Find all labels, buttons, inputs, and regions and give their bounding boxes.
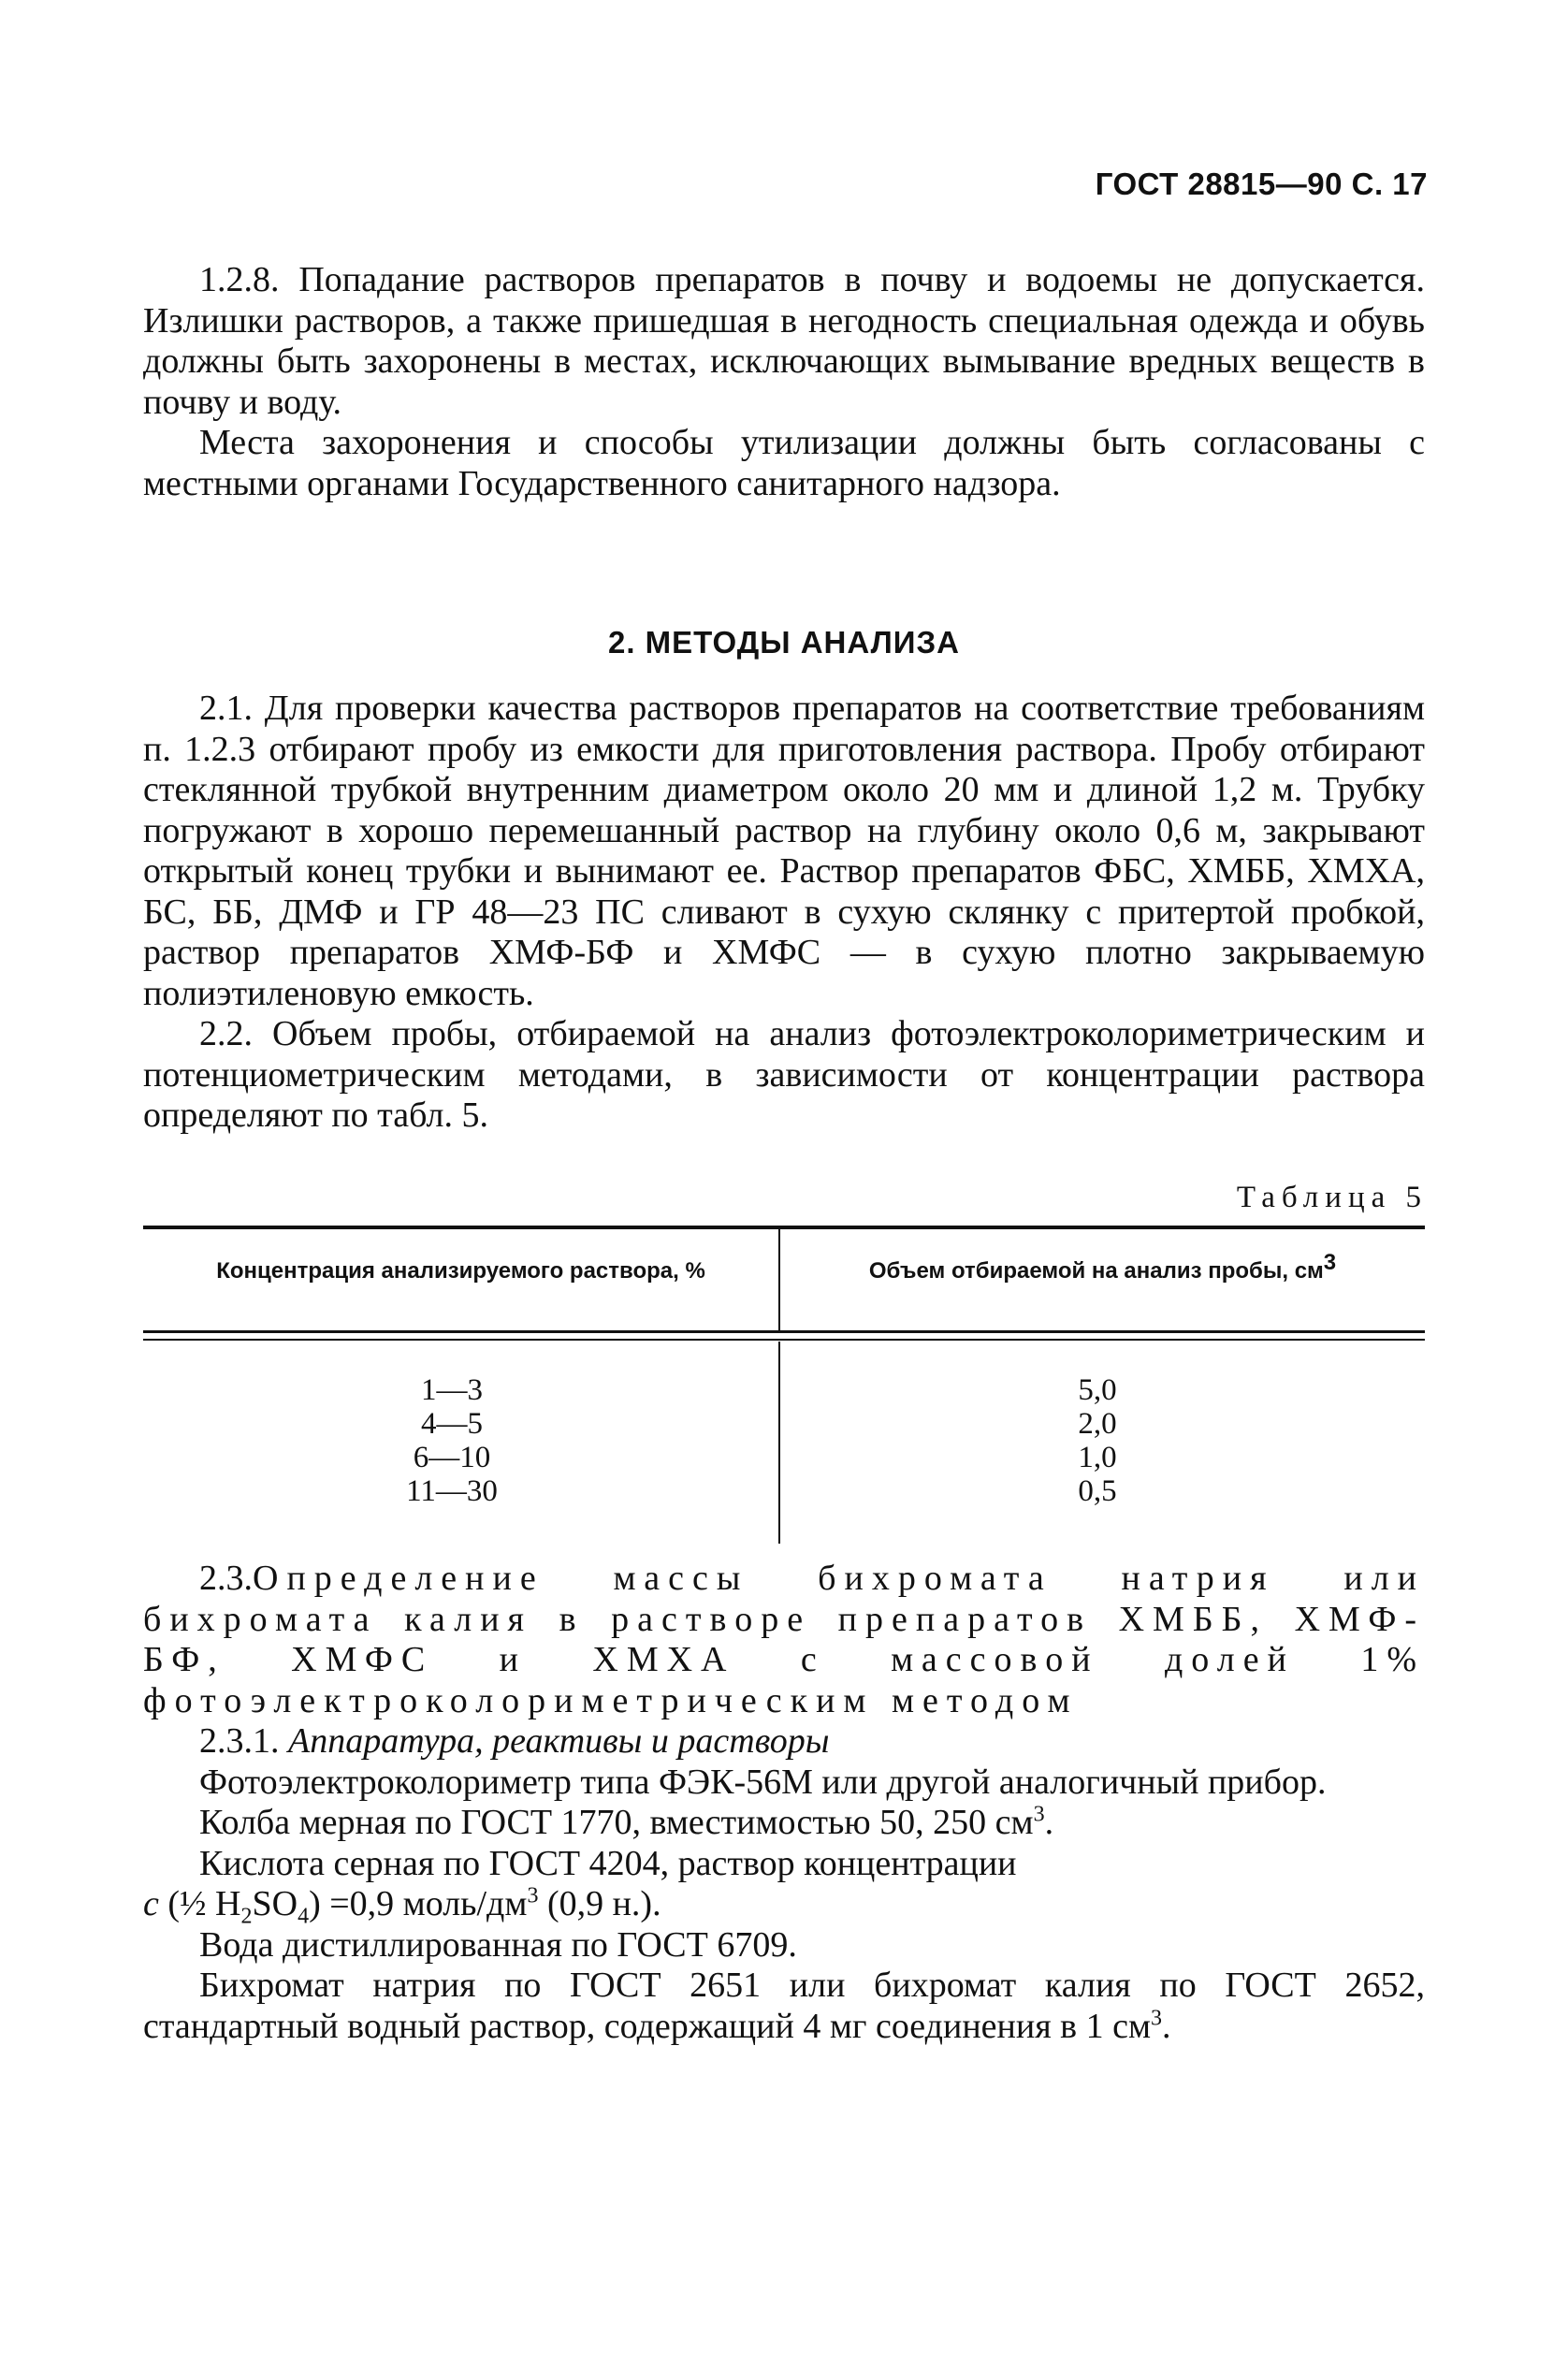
paragraph-disposal: Места захоронения и способы утилизации должны быть согласованы с местными органами Государственного санитарного надзора. (143, 423, 1425, 503)
table-top-rule (143, 1226, 1425, 1229)
item-volumetric-flask-text: Колба мерная по ГОСТ 1770, вместимостью 50, 250 см (199, 1803, 1034, 1842)
table-cell-volume: 2,0 (1078, 1407, 1117, 1441)
table-header-volume-text: Объем отбираемой на анализ пробы, см (868, 1258, 1324, 1284)
item-sulfuric-acid-sub2: 2 (240, 1904, 253, 1929)
table-cell-concentration: 1—3 (421, 1373, 483, 1407)
item-volumetric-flask-end: . (1044, 1803, 1054, 1842)
paragraph-2-3 (143, 1559, 1425, 1721)
item-sulfuric-acid-rest: ) =0,9 моль/дм (309, 1884, 528, 1923)
item-distilled-water: Вода дистиллированная по ГОСТ 6709. (199, 1924, 797, 1965)
table-header-rule-2 (143, 1339, 1425, 1341)
table-column-volume (873, 1373, 1322, 1508)
table-body-divider (778, 1342, 780, 1544)
table-column-concentration (255, 1373, 648, 1508)
table-header-rule-1 (143, 1330, 1425, 1333)
item-sulfuric-acid-frac: (½ H (167, 1884, 241, 1923)
page-header: ГОСТ 28815—90 С. 17 (1095, 167, 1428, 201)
item-photocolorimeter: Фотоэлектроколориметр типа ФЭК-56М или другой аналогичный прибор. (199, 1762, 1327, 1802)
paragraph-2-1: 2.1. Для проверки качества растворов препаратов на соответствие требованиям п. 1.2.3 отбирают пробу из емкости для приготовления раствора. Пробу отбирают стеклянной трубкой внутренним диаметром около 20 мм и длиной 1,2 м. Трубку погружают в хорошо перемешанный раствор на глубину около 0,6 м, закрывают открытый конец трубки и вынимают ее. Раствор препаратов ФБС, ХМББ, ХМХА, БС, ББ, ДМФ и ГР 48—23 ПС сливают в сухую склянку с притертой пробкой, раствор препаратов ХМФ-БФ и ХМФС — в сухую плотно закрываемую полиэтиленовую емкость. (143, 689, 1425, 1013)
item-bichromate-sup: 3 (1151, 2005, 1163, 2030)
table-5 (143, 1226, 1425, 1544)
section-title-methods: 2. МЕТОДЫ АНАЛИЗА (607, 625, 961, 660)
table-caption: Таблица 5 (1236, 1181, 1428, 1214)
item-sulfuric-acid-c: c (143, 1884, 159, 1923)
item-bichromate (143, 1966, 1425, 2047)
item-bichromate-text: Бихромат натрия по ГОСТ 2651 или бихромат калия по ГОСТ 2652, стандартный водный раствор, содержащий 4 мг соединения в 1 см (143, 1966, 1425, 2046)
table-cell-concentration: 11—30 (406, 1474, 498, 1508)
item-sulfuric-acid-end: (0,9 н.). (538, 1884, 661, 1923)
paragraph-2-3-number: 2.3. (199, 1559, 253, 1598)
section-2-body (143, 689, 1425, 1137)
table-header-concentration: Концентрация анализируемого раствора, % (216, 1258, 705, 1284)
paragraph-2-3-1-number: 2.3.1. (199, 1721, 280, 1761)
table-cell-concentration: 6—10 (413, 1441, 491, 1474)
paragraph-1-2-8: 1.2.8. Попадание растворов препаратов в почву и водоемы не допускается. Излишки растворов, а также пришедшая в негодность специальная одежда и обувь должны быть захоронены в местах, исключающих вымывание вредных веществ в почву и воду. (143, 260, 1425, 422)
table-cell-concentration: 4—5 (421, 1407, 483, 1441)
item-volumetric-flask (143, 1803, 1425, 1844)
item-sulfuric-acid-formula (167, 1883, 661, 1929)
section-1-2-8 (143, 260, 1425, 504)
item-sulfuric-acid-so: SO (252, 1884, 298, 1923)
item-sulfuric-acid (143, 1843, 1425, 1929)
paragraph-2-3-title: Определение массы бихромата натрия или бихромата калия в растворе препаратов ХМББ, ХМФ-БФ, ХМФС и ХМХА с массовой долей 1% фотоэлектроколориметрическим методом (143, 1559, 1425, 1720)
table-header-volume (780, 1250, 1425, 1284)
table-header-volume-sup: 3 (1323, 1250, 1337, 1275)
item-sulfuric-acid-sub4: 4 (298, 1904, 310, 1929)
table-cell-volume: 5,0 (1078, 1373, 1117, 1407)
item-sulfuric-acid-sup3: 3 (527, 1883, 539, 1908)
paragraph-2-2: 2.2. Объем пробы, отбираемой на анализ фотоэлектроколориметрическим и потенциометрическим методами, в зависимости от концентрации раствора определяют по табл. 5. (143, 1014, 1425, 1135)
paragraph-2-3-1-title: Аппаратура, реактивы и растворы (288, 1721, 830, 1761)
table-cell-volume: 0,5 (1078, 1474, 1117, 1508)
item-bichromate-end: . (1162, 2006, 1171, 2046)
table-cell-volume: 1,0 (1078, 1441, 1117, 1474)
paragraph-2-3-1 (143, 1721, 1425, 1763)
item-sulfuric-acid-line1: Кислота серная по ГОСТ 4204, раствор концентрации (199, 1843, 1017, 1883)
section-2-3-body (143, 1559, 1425, 2047)
item-volumetric-flask-sup: 3 (1033, 1802, 1045, 1827)
